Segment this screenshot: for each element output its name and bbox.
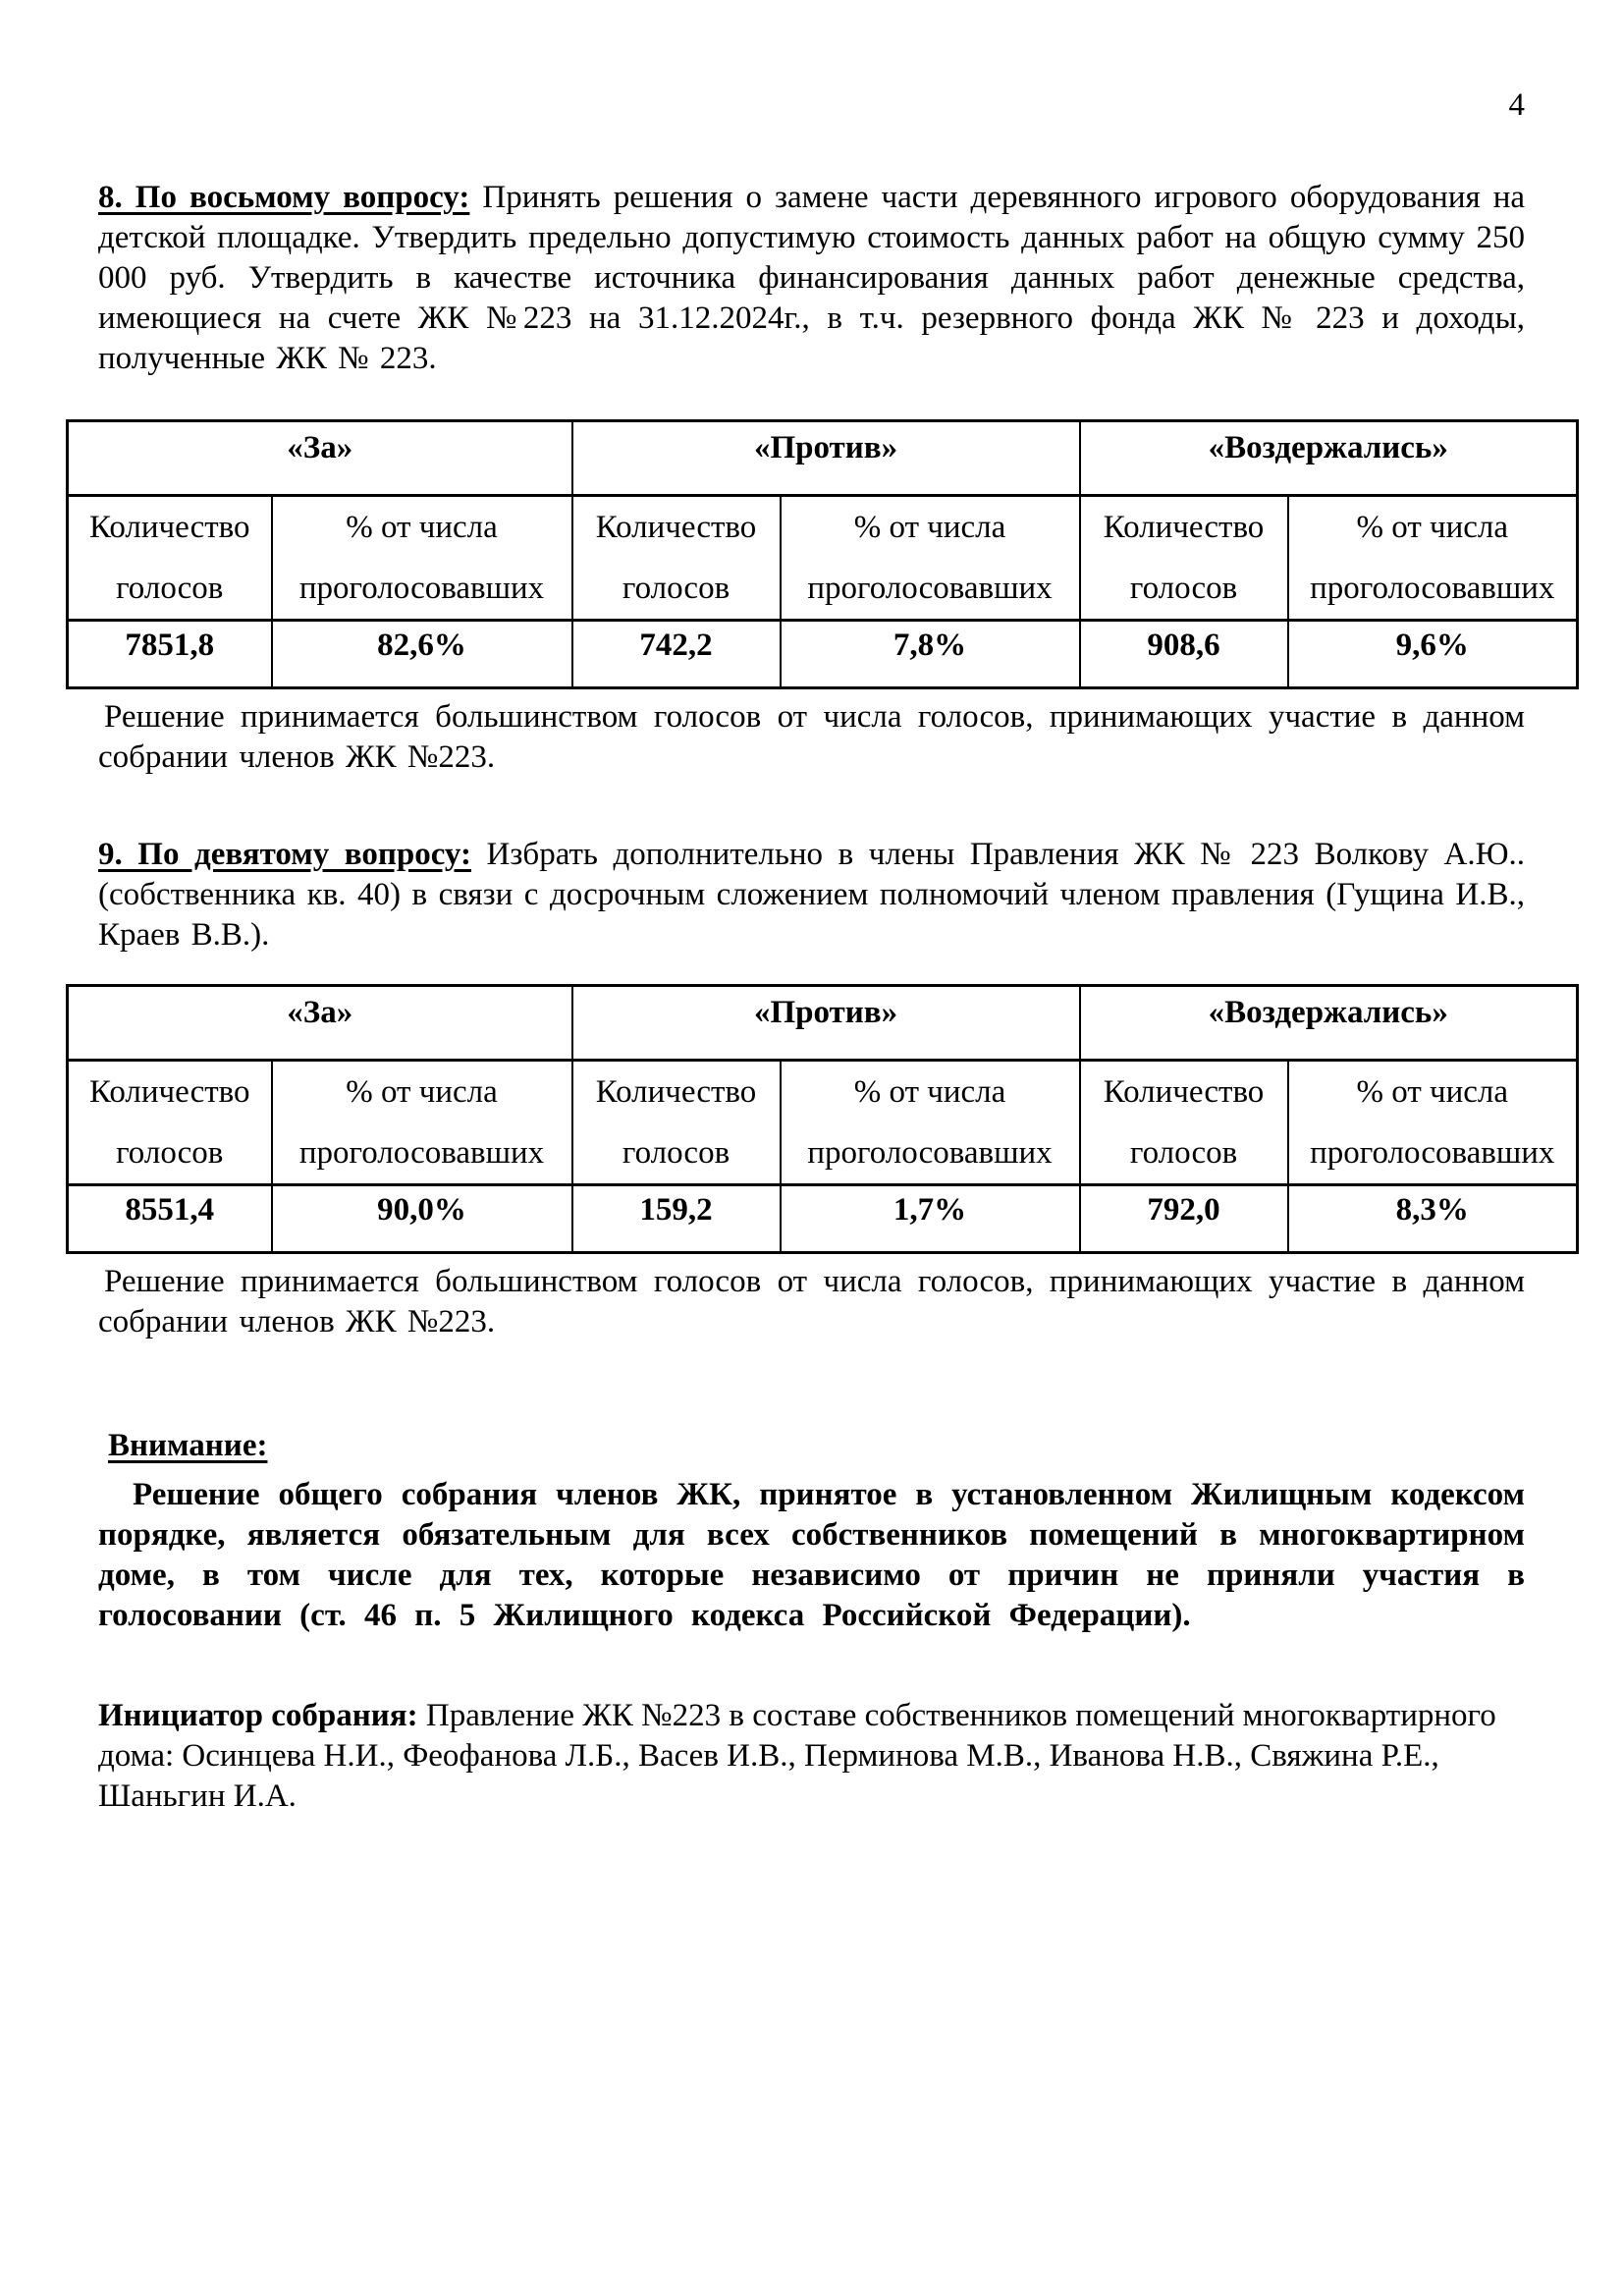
decision-note-question-9: Решение принимается большинством голосов от числа голосов, принимающих участие в данном собрании членов ЖК №223. <box>98 1264 1525 1339</box>
table-values-row <box>68 621 1578 688</box>
subheader-percent-za: % от числа проголосовавших <box>272 496 572 621</box>
subheader-percent-vozderzhalis: % от числа проголосовавших <box>1288 496 1578 621</box>
vote-percent-vozderzhalis: 8,3% <box>1288 1185 1578 1253</box>
vote-table-question-8 <box>66 419 1579 689</box>
vote-percent-za: 82,6% <box>272 621 572 688</box>
group-header-za: «За» <box>68 421 572 496</box>
subheader-percent-za: % от числа проголосовавших <box>272 1061 572 1185</box>
subheader-count-vozderzhalis: Количество голосов <box>1080 1061 1288 1185</box>
subheader-percent-protiv: % от числа проголосовавших <box>781 496 1080 621</box>
question-9-text: Избрать дополнительно в члены Правления ЖК № 223 Волкову А.Ю.. (собственника кв. 40) в связи с досрочным сложением полномочий членом правления (Гущина И.В., Краев В.В.). <box>98 837 1525 953</box>
vote-count-vozderzhalis: 792,0 <box>1080 1185 1288 1253</box>
group-header-vozderzhalis: «Воздержались» <box>1080 421 1578 496</box>
group-header-protiv: «Против» <box>572 986 1080 1061</box>
table-subheader-row <box>68 1061 1578 1185</box>
subheader-count-za: Количество голосов <box>68 496 272 621</box>
vote-table-question-9 <box>66 984 1579 1254</box>
table-subheader-row <box>68 496 1578 621</box>
subheader-count-za: Количество голосов <box>68 1061 272 1185</box>
table-group-header-row <box>68 421 1578 496</box>
vote-percent-za: 90,0% <box>272 1185 572 1253</box>
subheader-count-vozderzhalis: Количество голосов <box>1080 496 1288 621</box>
page-number: 4 <box>1508 87 1525 123</box>
subheader-percent-protiv: % от числа проголосовавших <box>781 1061 1080 1185</box>
attention-paragraph: Решение общего собрания членов ЖК, принятое в установленном Жилищным кодексом порядке, является обязательным для всех собственников помещений в многоквартирном доме, в том числе для тех, которые независимо от причин не приняли участия в голосовании (ст. 46 п. 5 Жилищного кодекса Российской Федерации). <box>98 1477 1525 1633</box>
initiator-paragraph <box>98 1696 1525 1817</box>
table-values-row <box>68 1185 1578 1253</box>
group-header-protiv: «Против» <box>572 421 1080 496</box>
group-header-vozderzhalis: «Воздержались» <box>1080 986 1578 1061</box>
subheader-count-protiv: Количество голосов <box>572 496 781 621</box>
question-9-paragraph <box>98 835 1525 956</box>
vote-percent-vozderzhalis: 9,6% <box>1288 621 1578 688</box>
group-header-za: «За» <box>68 986 572 1061</box>
vote-count-protiv: 159,2 <box>572 1185 781 1253</box>
initiator-label: Инициатор собрания: <box>98 1698 418 1733</box>
vote-count-za: 8551,4 <box>68 1185 272 1253</box>
question-8-text: Принять решения о замене части деревянного игрового оборудования на детской площадке. Утвердить предельно допустимую стоимость данных работ на общую сумму 250 000 руб. Утвердить в качестве источника финансирования данных работ денежные средства, имеющиеся на счете ЖК №223 на 31.12.2024г., в т.ч. резервного фонда ЖК № 223 и доходы, полученные ЖК № 223. <box>98 180 1526 376</box>
vote-percent-protiv: 7,8% <box>781 621 1080 688</box>
table-group-header-row <box>68 986 1578 1061</box>
subheader-percent-vozderzhalis: % от числа проголосовавших <box>1288 1061 1578 1185</box>
attention-label: Внимание: <box>108 1428 268 1463</box>
question-9-label: 9. По девятому вопросу: <box>98 837 471 872</box>
initiator-text: Правление ЖК №223 в составе собственников помещений многоквартирного дома: Осинцева Н.И., Феофанова Л.Б., Васев И.В., Перминова М.В., Иванова Н.В., Свяжина Р.Е., Шаньгин И.А. <box>98 1698 1496 1814</box>
question-8-label: 8. По восьмому вопросу: <box>98 180 470 215</box>
vote-count-vozderzhalis: 908,6 <box>1080 621 1288 688</box>
vote-count-za: 7851,8 <box>68 621 272 688</box>
vote-count-protiv: 742,2 <box>572 621 781 688</box>
subheader-count-protiv: Количество голосов <box>572 1061 781 1185</box>
question-8-paragraph <box>98 178 1525 379</box>
attention-heading <box>98 1426 1525 1466</box>
vote-percent-protiv: 1,7% <box>781 1185 1080 1253</box>
decision-note-question-8: Решение принимается большинством голосов от числа голосов, принимающих участие в данном собрании членов ЖК №223. <box>98 699 1525 775</box>
